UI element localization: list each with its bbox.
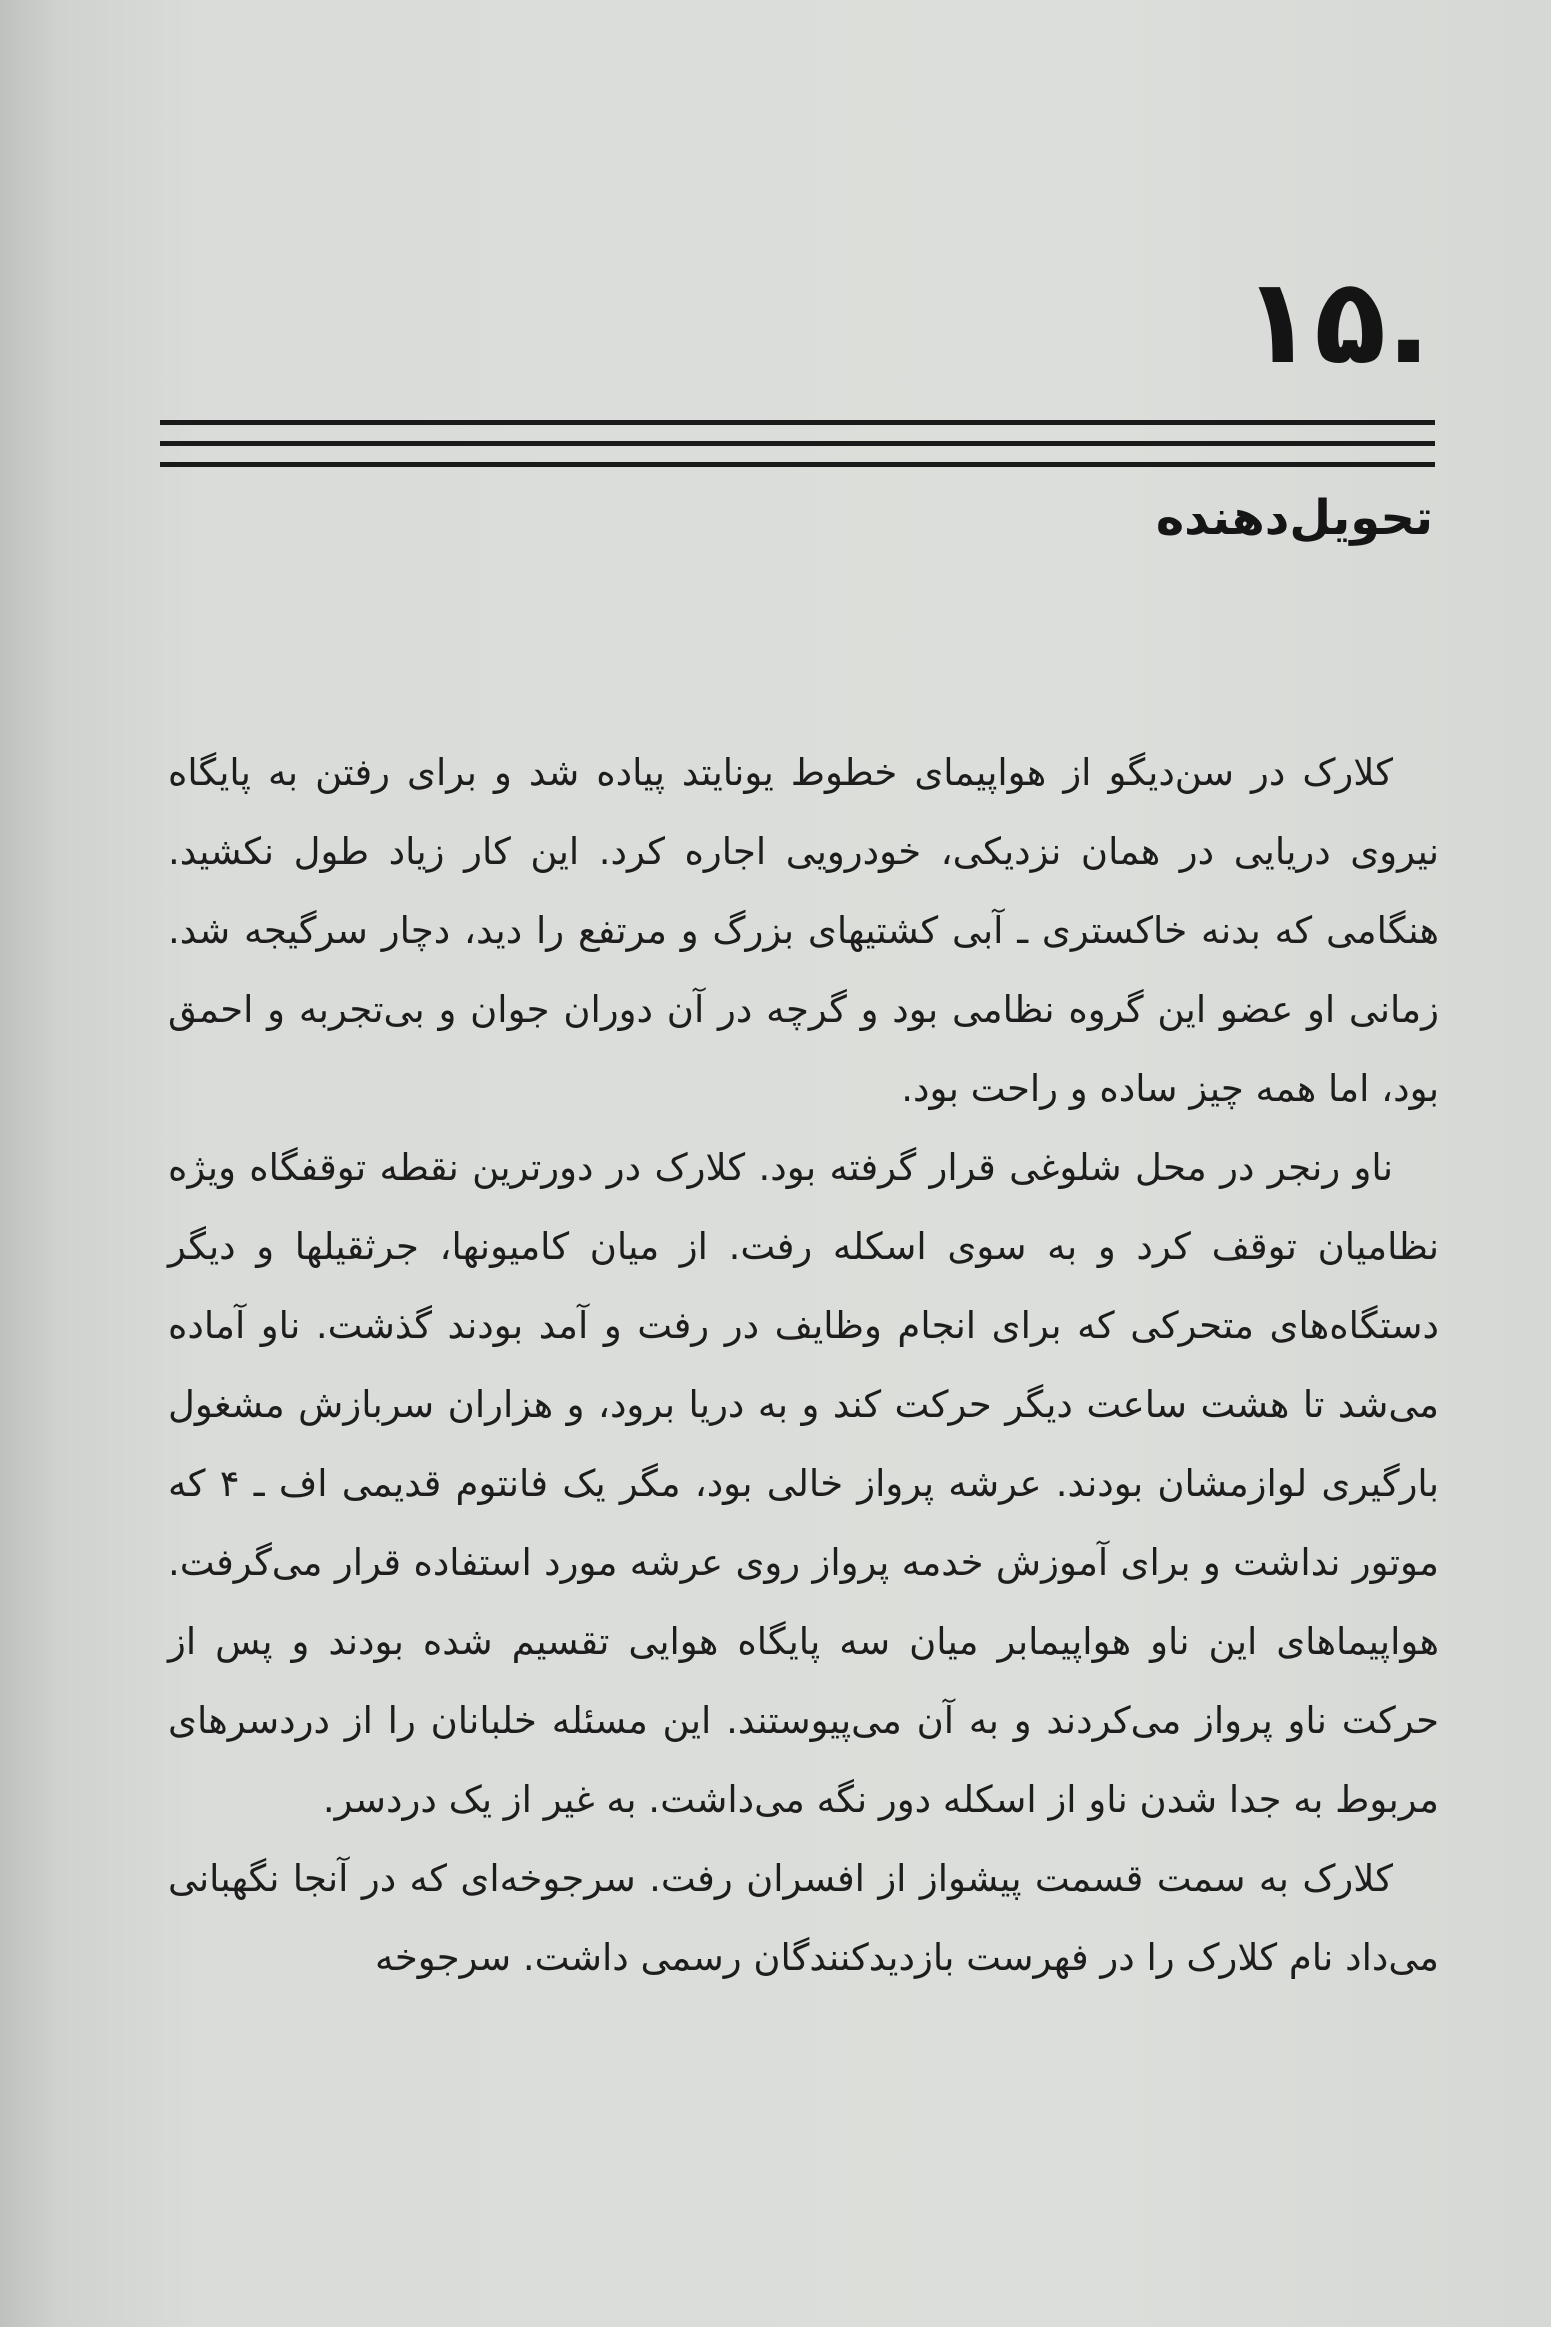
paragraph: کلارک در سن‌دیگو از هواپیمای خطوط یونایتد پیاده شد و برای رفتن به پایگاه نیروی دریایی در همان نزدیکی، خودرویی اجاره کرد. این کار زیاد طول نکشید. هنگامی که بدنه خاکستری ـ آبی کشتیهای بزرگ و مرتفع را دید، دچار سرگیجه شد. زمانی او عضو این گروه نظامی بود و گرچه در آن دوران جوان و بی‌تجربه و احمق بود، اما همه چیز ساده و راحت بود. <box>168 751 1439 1110</box>
paragraph: کلارک به سمت قسمت پیشواز از افسران رفت. سرجوخه‌ای که در آنجا نگهبانی می‌داد نام کلارک را در فهرست بازدیدکنندگان رسمی داشت. سرجوخه <box>168 1857 1439 1979</box>
chapter-title: تحویل‌دهنده <box>1155 490 1433 546</box>
rule-line <box>160 462 1435 467</box>
rule-line <box>160 441 1435 446</box>
chapter-rules <box>160 420 1435 483</box>
paragraph: ناو رنجر در محل شلوغی قرار گرفته بود. کلارک در دورترین نقطه توقفگاه ویژه نظامیان توقف کرد و به سوی اسکله رفت. از میان کامیونها، جرثقیلها و دیگر دستگاه‌های متحرکی که برای انجام وظایف در رفت و آمد بودند گذشت. ناو آماده می‌شد تا هشت ساعت دیگر حرکت کند و به دریا برود، و هزاران سربازش مشغول بارگیری لوازمشان بودند. عرشه پرواز خالی بود، مگر یک فانتوم قدیمی اف ـ ۴ که موتور نداشت و برای آموزش خدمه پرواز روی عرشه مورد استفاده قرار می‌گرفت. هواپیماهای این ناو هواپیمابر میان سه پایگاه هوایی تقسیم شده بودند و پس از حرکت ناو پرواز می‌کردند و به آن می‌پیوستند. این مسئله خلبانان را از دردسرهای مربوط به جدا شدن ناو از اسکله دور نگه می‌داشت. به غیر از یک دردسر. <box>168 1146 1440 1821</box>
body-text <box>168 733 1439 1997</box>
rule-line <box>160 420 1435 425</box>
chapter-number: ۱۵. <box>1242 252 1431 390</box>
